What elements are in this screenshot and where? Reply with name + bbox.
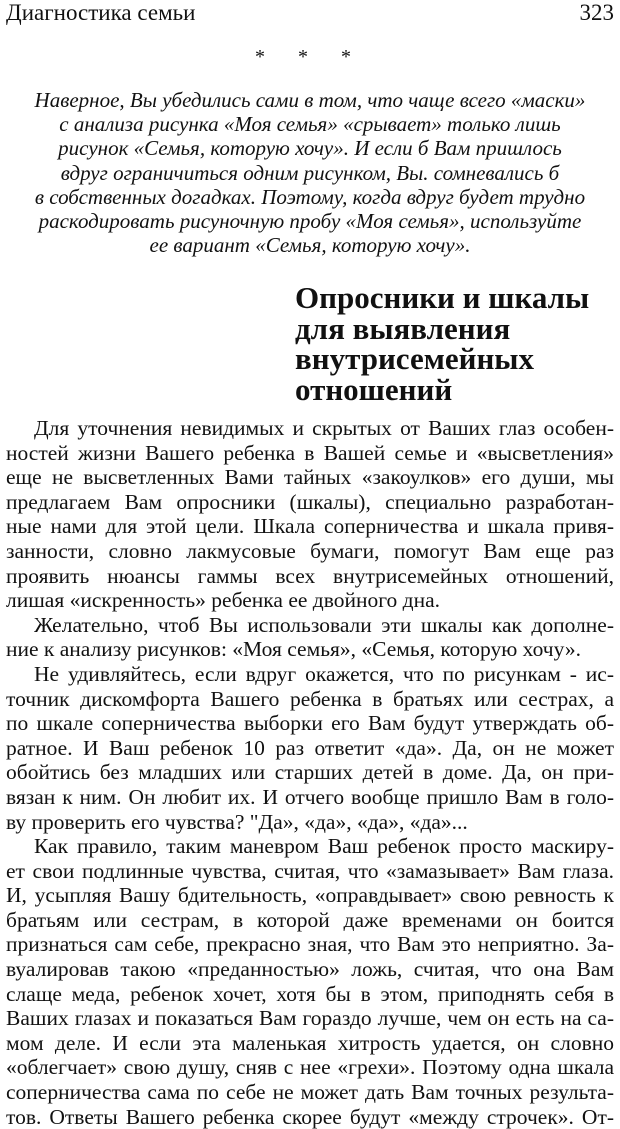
body-line: Ваших глазах и показаться Вам гораздо лучше, чем он есть на са- [6, 1006, 614, 1031]
body-line: ностей жизни Вашего ребенка в Вашей семье и «высветления» [6, 440, 614, 465]
body-line: ние к анализу рисунков: «Моя семья», «Семья, которую хочу». [6, 637, 582, 662]
body-line: занности, словно лакмусовые бумаги, помогут Вам еще раз [6, 538, 614, 563]
body-line: ные нами для этой цели. Шкала соперничества и шкала привя- [6, 514, 614, 539]
epigraph-line: вдруг ограничиться одним рисунком, Вы. сомневались б [60, 160, 560, 185]
body-line: Желательно, чтоб Вы использовали эти шкалы как дополне- [34, 612, 614, 637]
heading-line: отношений [295, 371, 453, 407]
body-line: предлагаем Вам опросники (шкалы), специально разработан- [6, 489, 614, 514]
body-line: Как правило, таким маневром Ваш ребенок просто маскиру- [34, 834, 614, 859]
body-line: проявить нюансы гаммы всех внутрисемейных отношений, [6, 563, 614, 588]
body-line: братьям или сестрам, в которой даже временами он боится [6, 907, 614, 932]
section-heading [295, 280, 614, 407]
body-line: слаще меда, ребенок хочет, хотя бы в этом, приподнять себя в [6, 981, 614, 1006]
body-line: точник дискомфорта Вашего ребенка в братьях или сестрах, а [6, 686, 614, 711]
heading-line: Опросники и шкалы [295, 280, 590, 315]
epigraph-line: с анализа рисунка «Моя семья» «срывает» только лишь [59, 112, 561, 137]
body-line: по шкале соперничества выборки его Вам будут утверждать об- [6, 711, 614, 736]
body-line: мом деле. И если эта маленькая хитрость удается, он словно [6, 1030, 614, 1055]
body-line: И, усыпляя Вашу бдительность, «оправдывает» свою ревность к [6, 883, 614, 908]
epigraph [6, 88, 614, 257]
body-text [6, 416, 614, 1129]
body-line: ратное. И Ваш ребенок 10 раз ответит «да». Да, он не может [6, 735, 614, 760]
body-line: «облегчает» свою душу, сняв с нее «грехи». Поэтому одна шкала [6, 1055, 614, 1080]
body-line: Не удивляйтесь, если вдруг окажется, что по рисункам - ис- [34, 661, 614, 686]
body-line: ет свои подлинные чувства, считая, что «замазывает» Вам глаза. [6, 858, 614, 883]
heading-line: внутрисемейных [295, 341, 535, 376]
body-line: обойтись без младших или старших детей в доме. Да, он при- [6, 760, 614, 785]
epigraph-line: Наверное, Вы убедились сами в том, что чаще всего «маски» [34, 88, 586, 112]
epigraph-line: раскодировать рисуночную пробу «Моя семья», используйте [38, 209, 582, 234]
body-line: еще не высветленных Вами тайных «закоулков» его души, мы [6, 465, 614, 490]
body-line: вуалировав такою «преданностью» ложь, считая, что она Вам [6, 957, 614, 982]
epigraph-line: рисунок «Семья, которую хочу». И если б Вам пришлось [58, 136, 562, 161]
epigraph-line: в собственных догадках. Поэтому, когда вдруг будет трудно [34, 184, 586, 209]
body-line: Для уточнения невидимых и скрытых от Ваших глаз особен- [34, 416, 614, 440]
body-line: признаться сам себе, прекрасно зная, что Вам это неприятно. За- [6, 932, 614, 957]
body-line: ву проверить его чувства? "Да», «да», «да», «да»... [6, 809, 468, 834]
body-line: тов. Ответы Вашего ребенка скорее будут «между строчек». От- [6, 1104, 614, 1129]
body-line: вязан к ним. Он любит их. И отчего вообще пришло Вам в голо- [6, 784, 614, 809]
book-page [6, 0, 614, 1129]
body-line: лишая «искренность» ребенка ее двойного дна. [6, 588, 441, 613]
page-number: 323 [579, 0, 614, 25]
body-line: соперничества сама по себе не может дать Вам точных результа- [6, 1080, 614, 1105]
running-head [6, 0, 614, 26]
running-head-title: Диагностика семьи [6, 0, 196, 25]
heading-line: для выявления [295, 310, 511, 346]
section-separator: * * * [255, 46, 365, 68]
epigraph-line: ее вариант «Семья, которую хочу». [149, 233, 471, 258]
